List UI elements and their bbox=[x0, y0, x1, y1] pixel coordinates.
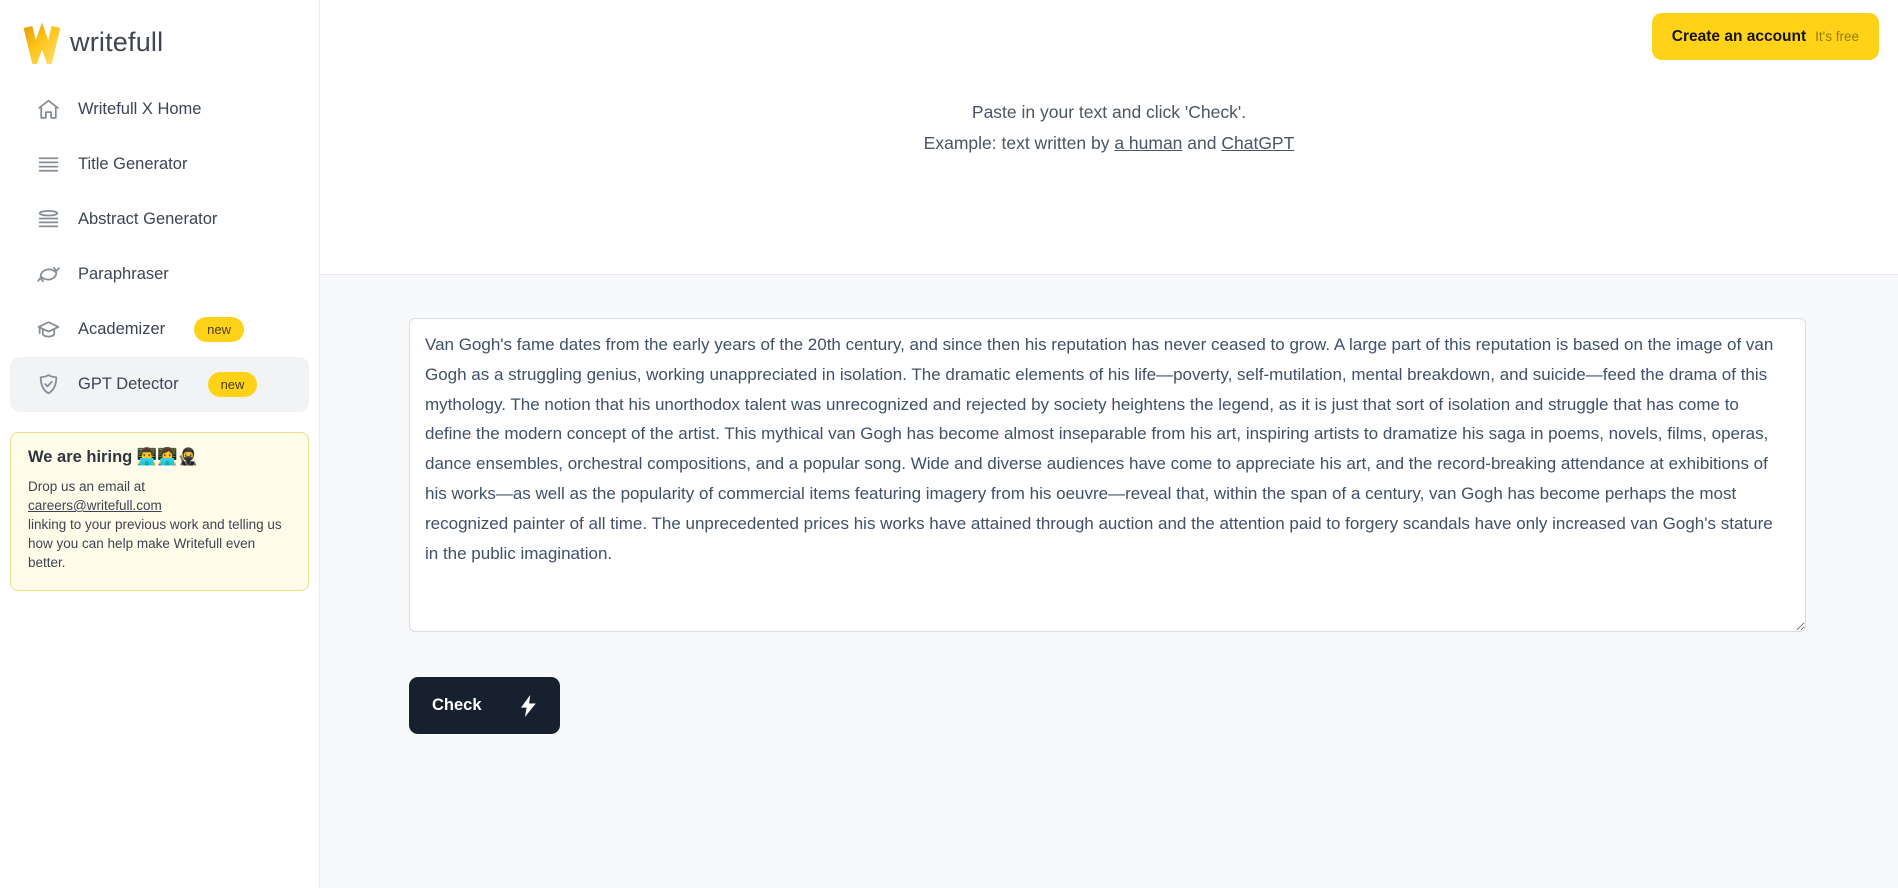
work-area bbox=[320, 275, 1898, 888]
sidebar-item-label: Abstract Generator bbox=[78, 210, 218, 228]
main-content bbox=[320, 0, 1898, 888]
careers-email-link[interactable]: careers@writefull.com bbox=[28, 498, 162, 513]
brand-name: writefull bbox=[70, 26, 164, 57]
hiring-line2: linking to your previous work and telling us how you can help make Writefull even better. bbox=[28, 517, 282, 570]
main-header bbox=[320, 0, 1898, 275]
create-account-button[interactable] bbox=[1652, 13, 1879, 60]
sidebar-item-label: GPT Detector bbox=[78, 375, 179, 393]
create-account-label: Create an account bbox=[1671, 27, 1807, 45]
sidebar-item-gpt-detector[interactable] bbox=[10, 357, 309, 412]
sidebar-item-title-generator[interactable] bbox=[10, 137, 309, 192]
sidebar-item-writefull-x-home[interactable] bbox=[10, 82, 309, 137]
hiring-box bbox=[10, 432, 309, 591]
sidebar-item-academizer[interactable] bbox=[10, 302, 309, 357]
instruction-line1: Paste in your text and click 'Check'. bbox=[971, 102, 1247, 122]
sidebar-item-label: Title Generator bbox=[78, 155, 188, 173]
example-chatgpt-link[interactable]: ChatGPT bbox=[1221, 133, 1295, 153]
example-human-link[interactable]: a human bbox=[1114, 133, 1183, 153]
writefull-logo-icon bbox=[22, 20, 62, 64]
lightning-icon bbox=[520, 695, 537, 717]
lines-icon bbox=[36, 152, 61, 177]
sidebar-item-paraphraser[interactable] bbox=[10, 247, 309, 302]
hiring-body bbox=[28, 477, 291, 572]
check-button[interactable] bbox=[409, 677, 560, 734]
graduation-cap-icon bbox=[36, 317, 61, 342]
home-icon bbox=[36, 97, 61, 122]
sidebar-item-label: Writefull X Home bbox=[78, 100, 202, 118]
instruction-line2: Example: text written by a human and ChatGPT bbox=[923, 133, 1295, 153]
check-button-label: Check bbox=[432, 696, 482, 714]
text-input[interactable] bbox=[409, 318, 1806, 632]
hiring-title: We are hiring 👨‍💻👩‍💻🥷 bbox=[28, 448, 199, 466]
hiring-line1: Drop us an email at bbox=[28, 479, 146, 494]
sidebar-nav bbox=[0, 82, 319, 412]
sidebar-item-label: Academizer bbox=[78, 320, 166, 338]
new-badge: new bbox=[194, 317, 244, 342]
shield-check-icon bbox=[36, 372, 61, 397]
hiring-emojis: 👨‍💻👩‍💻🥷 bbox=[136, 448, 199, 466]
instructions bbox=[320, 97, 1898, 159]
sidebar bbox=[0, 0, 320, 888]
writefull-logo[interactable] bbox=[0, 18, 319, 66]
refresh-icon bbox=[36, 262, 61, 287]
document-lines-icon bbox=[36, 207, 61, 232]
create-account-sublabel: It's free bbox=[1815, 29, 1859, 44]
sidebar-item-abstract-generator[interactable] bbox=[10, 192, 309, 247]
sidebar-item-label: Paraphraser bbox=[78, 265, 169, 283]
new-badge: new bbox=[208, 372, 258, 397]
